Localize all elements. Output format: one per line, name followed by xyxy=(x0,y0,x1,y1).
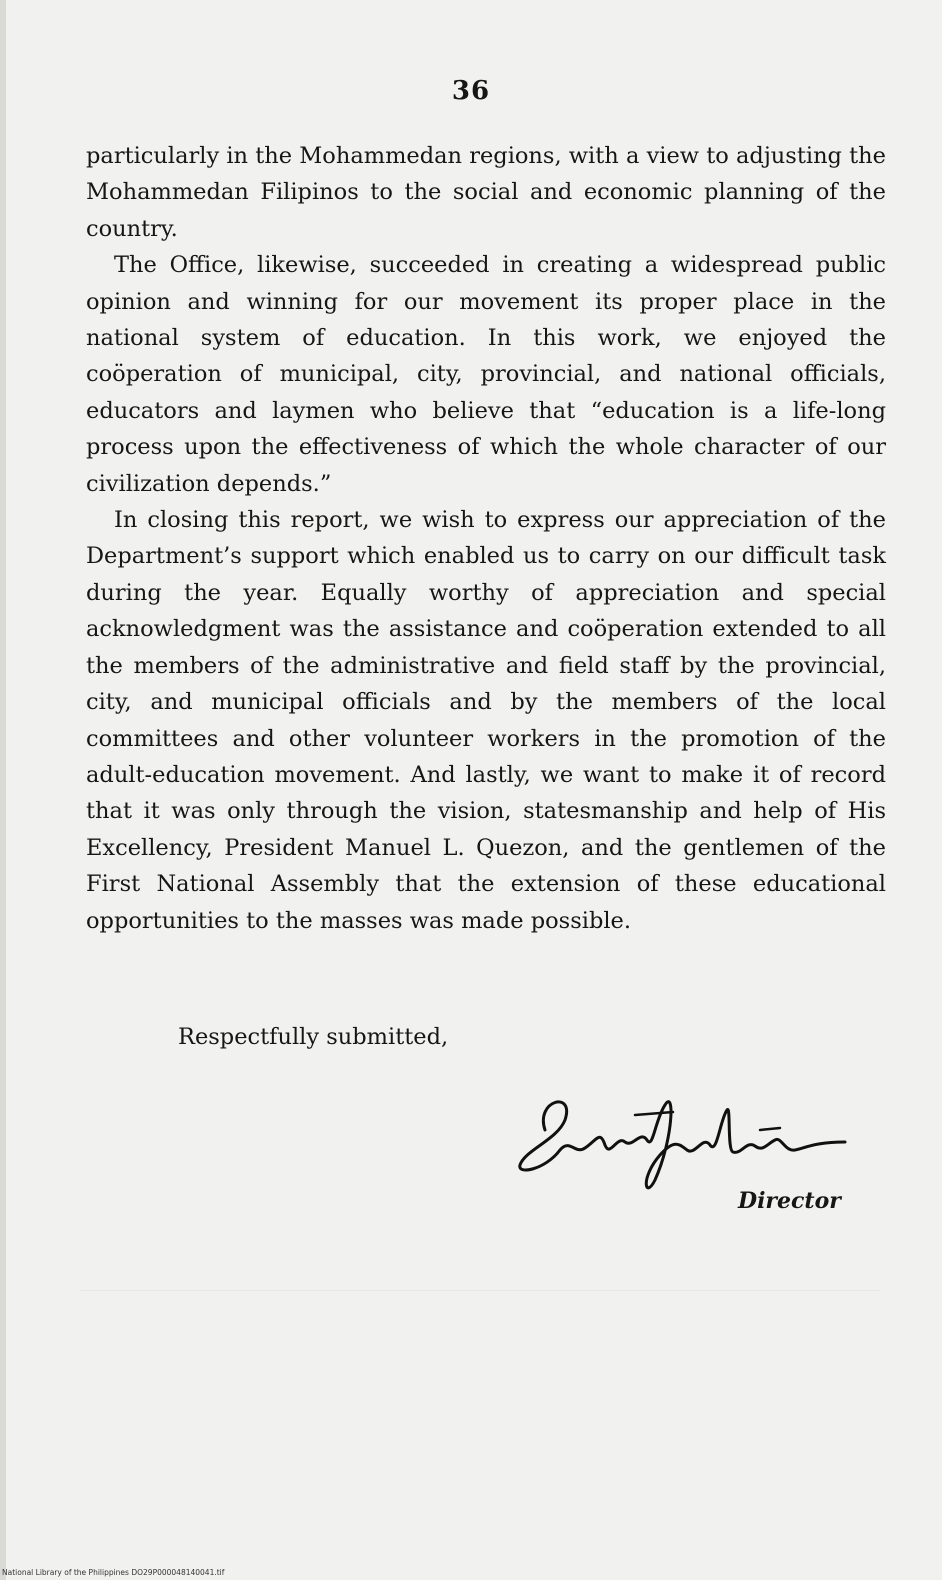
paragraph-2: The Office, likewise, succeeded in creating a widespread public opinion and winning for our movement its proper place in the national system of education. In this work, we enjoyed the coöperation of municipal, city, provincial, and national officials, educators and laymen who believe that “education is a life-long process upon the effectiveness of which the whole character of our civilization depends.” xyxy=(86,252,886,497)
body-text xyxy=(86,138,886,939)
signatory-title: Director xyxy=(738,1188,841,1214)
paragraph-3: In closing this report, we wish to express our appreciation of the Department’s support which enabled us to carry on our difficult task during the year. Equally worthy of appreciation and special acknowledgment was the assistance and coöperation extended to all the members of the administrative and field staff by the provincial, city, and municipal officials and by the members of the local committees and other volunteer workers in the promotion of the adult-education movement. And lastly, we want to make it of record that it was only through the vision, statesmanship and help of His Excellency, President Manuel L. Quezon, and the gentlemen of the First National Assembly that the extension of these educational opportunities to the masses was made possible. xyxy=(86,507,886,934)
scan-edge-shadow xyxy=(0,0,6,1580)
bleed-through-text xyxy=(80,1290,880,1291)
page-number: 36 xyxy=(451,76,491,106)
paragraph-1: particularly in the Mohammedan regions, with a view to adjusting the Mohammedan Filipinos to the social and economic planning of the country. xyxy=(86,143,886,242)
footer-archive-label: National Library of the Philippines DO29P000048140041.tif xyxy=(2,1568,225,1577)
handwritten-signature xyxy=(505,1060,875,1200)
closing-line: Respectfully submitted, xyxy=(178,1024,449,1050)
